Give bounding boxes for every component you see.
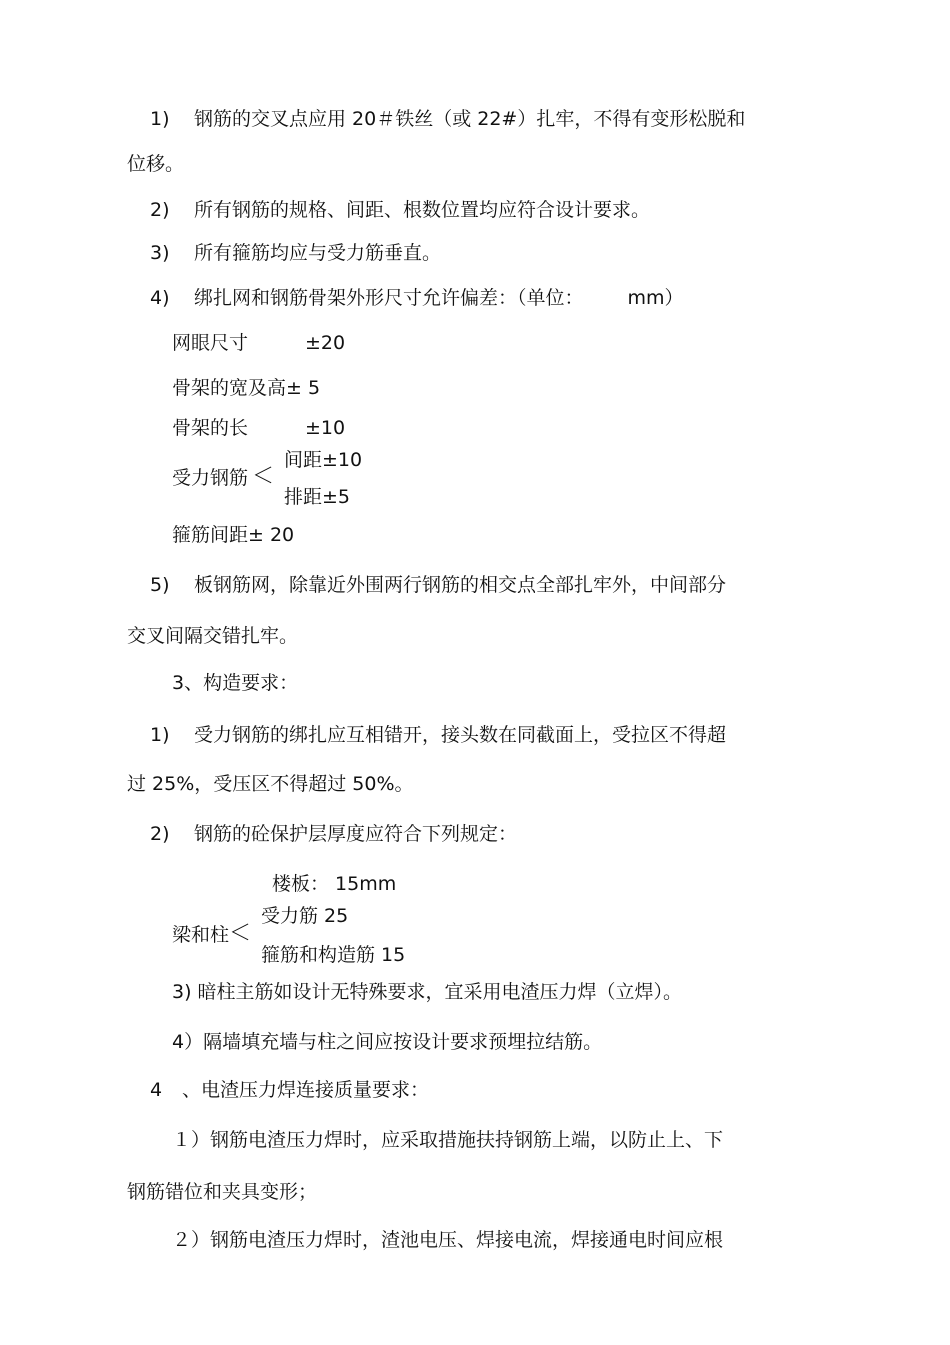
item-3-text: 所有箍筋均应与受力筋垂直。 (194, 242, 442, 264)
construction-item-1-number: 1) (150, 724, 170, 746)
section-3-title: 3、构造要求： (172, 672, 299, 694)
construction-item-1-text: 受力钢筋的绑扎应互相错开，接头数在同截面上，受拉区不得超 (194, 724, 727, 746)
cover-main-rebar: 受力筋 25 (261, 905, 349, 927)
construction-item-2 (150, 822, 517, 846)
section-4-title (150, 1078, 429, 1102)
welding-item-1-continuation: 钢筋错位和夹具变形； (127, 1181, 318, 1203)
item-2-number: 2) (150, 199, 170, 221)
item-1-continuation: 位移。 (127, 153, 185, 175)
tolerance-rebar-row-spacing: 排距±5 (284, 486, 351, 508)
tolerance-mesh-label: 网眼尺寸 (172, 332, 249, 354)
tolerance-rebar-spacing: 间距±10 (284, 449, 363, 471)
welding-item-1: １）钢筋电渣压力焊时，应采取措施扶持钢筋上端，以防止上、下 (172, 1129, 724, 1151)
tolerance-stirrup-spacing: 箍筋间距± 20 (172, 524, 295, 546)
item-5 (150, 573, 726, 597)
item-4-unit: mm） (627, 287, 684, 309)
item-2 (150, 198, 650, 222)
construction-item-2-text: 钢筋的砼保护层厚度应符合下列规定： (194, 823, 518, 845)
section-4-number: 4 (150, 1079, 163, 1101)
construction-item-1-continuation: 过 25%，受压区不得超过 50%。 (127, 773, 414, 795)
item-3 (150, 241, 441, 265)
item-2-text: 所有钢筋的规格、间距、根数位置均应符合设计要求。 (194, 199, 651, 221)
construction-item-3: 3) 暗柱主筋如设计无特殊要求，宜采用电渣压力焊（立焊）。 (172, 981, 683, 1003)
tolerance-frame-width-height: 骨架的宽及高± 5 (172, 377, 321, 399)
item-4-number: 4) (150, 287, 170, 309)
item-1 (150, 107, 745, 131)
cover-beam-column-brace: ＜ (229, 921, 252, 946)
welding-item-2: ２）钢筋电渣压力焊时，渣池电压、焊接电流，焊接通电时间应根 (172, 1229, 724, 1251)
tolerance-mesh-value: ±20 (305, 332, 346, 354)
cover-stirrup: 箍筋和构造筋 15 (261, 944, 406, 966)
item-4 (150, 286, 684, 310)
construction-item-4: 4）隔墙填充墙与柱之间应按设计要求预埋拉结筋。 (172, 1031, 603, 1053)
item-4-text: 绑扎网和钢筋骨架外形尺寸允许偏差：（单位： (194, 287, 584, 309)
cover-slab: 楼板： 15mm (272, 873, 397, 895)
item-3-number: 3) (150, 242, 170, 264)
item-1-number: 1) (150, 108, 170, 130)
tolerance-rebar-brace: ＜ (252, 464, 275, 489)
tolerance-frame-length-label: 骨架的长 (172, 417, 249, 439)
item-5-number: 5) (150, 574, 170, 596)
item-5-continuation: 交叉间隔交错扎牢。 (127, 625, 299, 647)
construction-item-1 (150, 723, 726, 747)
tolerance-rebar-label: 受力钢筋 (172, 467, 249, 489)
construction-item-2-number: 2) (150, 823, 170, 845)
item-1-text: 钢筋的交叉点应用 20＃铁丝（或 22#）扎牢，不得有变形松脱和 (194, 108, 746, 130)
cover-beam-column-label: 梁和柱 (172, 924, 230, 946)
item-5-text: 板钢筋网，除靠近外围两行钢筋的相交点全部扎牢外，中间部分 (194, 574, 727, 596)
tolerance-frame-length-value: ±10 (305, 417, 346, 439)
section-4-text: 、电渣压力焊连接质量要求： (182, 1079, 430, 1101)
